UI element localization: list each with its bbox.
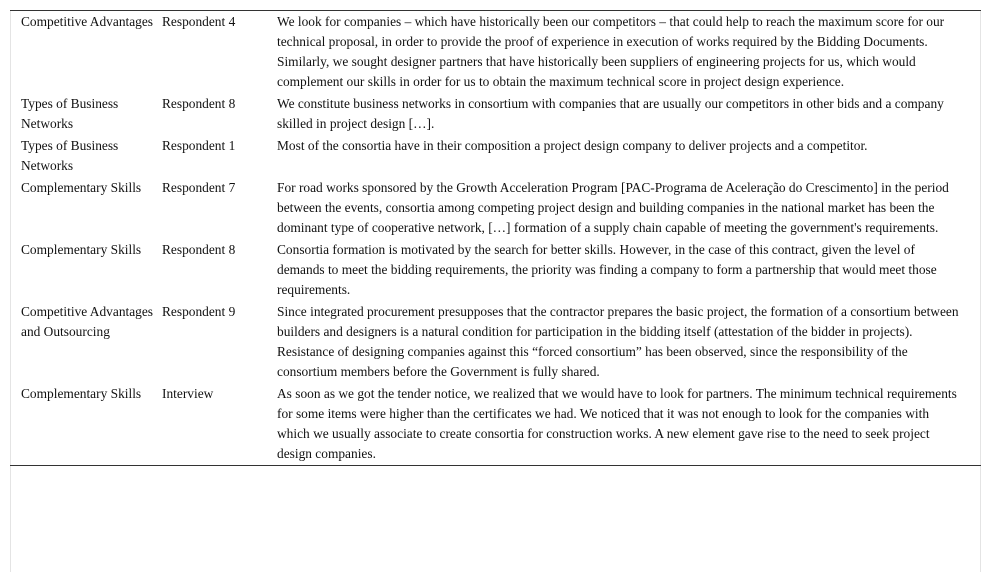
theme-cell: Competitive Advantages and Outsourcing [21,304,154,339]
theme-cell: Types of Business Networks [21,96,119,131]
quote-cell: Most of the consortia have in their composition a project design company to deliver projects and a competitor. [277,138,868,153]
table-row [10,135,981,177]
theme-cell: Complementary Skills [21,180,142,195]
theme-cell: Competitive Advantages [21,14,154,29]
quote-cell: Since integrated procurement presupposes that the contractor prepares the basic project, the formation of a consortium between builders and designers is a natural condition for participation in the bidding itself (attestation of the bidder in projects). Resistance of designing companies against this “forced consortium” has been observed, since the responsibility of the consortium members before the Government is fully shared. [277,304,959,379]
table-row [10,301,981,383]
table-row [10,93,981,135]
source-cell: Respondent 1 [162,138,236,153]
table-row [10,383,981,466]
source-cell: Respondent 4 [162,14,236,29]
table-row [10,11,981,94]
table-row [10,239,981,301]
source-cell: Respondent 9 [162,304,236,319]
source-cell: Respondent 8 [162,242,236,257]
theme-cell: Complementary Skills [21,242,142,257]
quote-cell: As soon as we got the tender notice, we realized that we would have to look for partners. The minimum technical requirements for some items were higher than the certificates we had. We noticed that it was not enough to look for the companies with which we usually associate to create consortia for construction works. A new element gave rise to the need to seek project design companies. [277,386,957,461]
quote-cell: We constitute business networks in consortium with companies that are usually our competitors in other bids and a company skilled in project design […]. [277,96,944,131]
quote-cell: We look for companies – which have historically been our competitors – that could help to reach the maximum score for our technical proposal, in order to provide the proof of experience in execution of works required by the Bidding Documents. Similarly, we sought designer partners that have historically been suppliers of engineering projects for us, which would complement our skills in order for us to obtain the maximum technical score in project design experience. [277,14,945,89]
theme-cell: Types of Business Networks [21,138,119,173]
source-cell: Respondent 8 [162,96,236,111]
source-cell: Respondent 7 [162,180,236,195]
quote-cell: Consortia formation is motivated by the search for better skills. However, in the case of this contract, given the level of demands to meet the bidding requirements, the priority was finding a company to form a partnership that would meet those requirements. [277,242,937,297]
quotes-table [10,10,981,466]
source-cell: Interview [162,386,214,401]
table-row [10,177,981,239]
quote-cell: For road works sponsored by the Growth Acceleration Program [PAC-Programa de Aceleração do Crescimento] in the period between the events, consortia among competing project design and building companies in the national market has been the dominant type of cooperative network, […] formation of a supply chain capable of meeting the government's requirements. [277,180,949,235]
theme-cell: Complementary Skills [21,386,142,401]
